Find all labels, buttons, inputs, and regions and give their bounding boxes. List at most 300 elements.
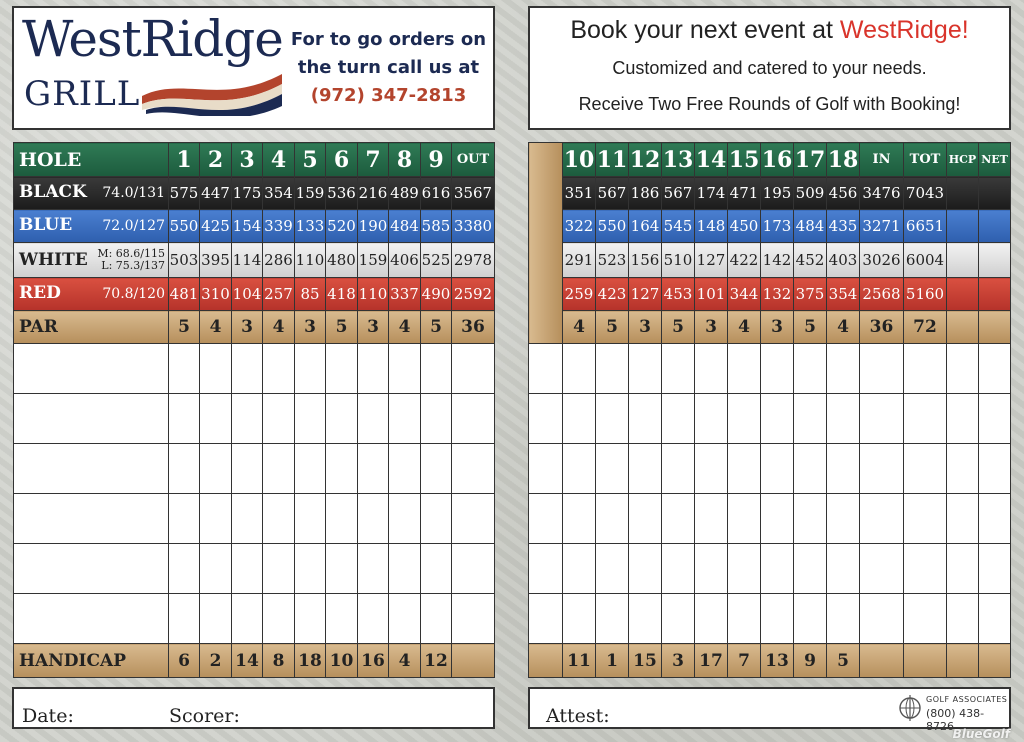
par-value: 5: [662, 311, 695, 344]
yardage: 536: [326, 177, 358, 210]
handicap-label: HANDICAP: [14, 644, 169, 678]
date-label: Date:: [22, 705, 74, 727]
score-cell[interactable]: [529, 344, 563, 394]
score-row[interactable]: [529, 344, 1011, 394]
hole-number: 18: [827, 143, 860, 177]
score-cell[interactable]: [979, 494, 1011, 544]
score-cell[interactable]: [794, 594, 827, 644]
score-cell[interactable]: [860, 344, 904, 394]
score-cell[interactable]: [629, 344, 662, 394]
yardage: 344: [728, 278, 761, 311]
score-cell[interactable]: [295, 544, 326, 594]
grand-total: 7043: [904, 177, 947, 210]
score-cell[interactable]: [169, 444, 200, 494]
score-cell[interactable]: [860, 594, 904, 644]
yardage: 104: [232, 278, 263, 311]
footer-left: [12, 687, 495, 729]
white-tee-row: [529, 243, 1011, 278]
player-name-cell[interactable]: [14, 544, 169, 594]
score-row[interactable]: [14, 444, 495, 494]
score-cell[interactable]: [326, 544, 358, 594]
score-cell[interactable]: [563, 594, 596, 644]
yardage: 133: [295, 210, 326, 243]
score-cell[interactable]: [662, 544, 695, 594]
yardage: 257: [263, 278, 295, 311]
score-cell[interactable]: [947, 444, 979, 494]
in-total: 3271: [860, 210, 904, 243]
handicap-value: 7: [728, 644, 761, 678]
score-cell[interactable]: [389, 544, 421, 594]
score-cell[interactable]: [596, 594, 629, 644]
score-row[interactable]: [529, 544, 1011, 594]
score-cell[interactable]: [979, 444, 1011, 494]
score-cell[interactable]: [827, 544, 860, 594]
yardage: 423: [596, 278, 629, 311]
score-cell[interactable]: [421, 444, 452, 494]
score-cell[interactable]: [596, 394, 629, 444]
score-cell[interactable]: [421, 394, 452, 444]
score-cell[interactable]: [326, 444, 358, 494]
score-cell[interactable]: [529, 544, 563, 594]
score-cell[interactable]: [979, 594, 1011, 644]
yardage: 418: [326, 278, 358, 311]
yardage: 159: [358, 243, 389, 278]
yardage: 164: [629, 210, 662, 243]
yardage: 154: [232, 210, 263, 243]
player-name-cell[interactable]: [14, 444, 169, 494]
score-cell[interactable]: [794, 394, 827, 444]
yardage: 403: [827, 243, 860, 278]
par-value: 4: [389, 311, 421, 344]
blue-tee-row: [529, 210, 1011, 243]
par-out-total: 36: [452, 311, 495, 344]
front-par-row: [14, 311, 495, 344]
score-cell[interactable]: [596, 344, 629, 394]
par-value: 3: [761, 311, 794, 344]
score-cell[interactable]: [326, 344, 358, 394]
score-cell[interactable]: [200, 444, 232, 494]
score-cell[interactable]: [827, 344, 860, 394]
score-cell[interactable]: [761, 344, 794, 394]
handicap-value: 18: [295, 644, 326, 678]
front-nine-table: [13, 142, 495, 678]
front-hole-row: [14, 143, 495, 177]
par-value: 3: [295, 311, 326, 344]
score-cell[interactable]: [200, 544, 232, 594]
score-cell[interactable]: [529, 394, 563, 444]
handicap-value: 4: [389, 644, 421, 678]
score-cell[interactable]: [421, 344, 452, 394]
score-cell[interactable]: [232, 344, 263, 394]
score-cell[interactable]: [529, 444, 563, 494]
yardage: 351: [563, 177, 596, 210]
yardage: 422: [728, 243, 761, 278]
grill-logo-west: WestRidge: [22, 10, 283, 68]
score-cell[interactable]: [596, 544, 629, 594]
handicap-value: 17: [695, 644, 728, 678]
score-cell[interactable]: [563, 394, 596, 444]
order-line-1: For to go orders on: [290, 29, 487, 50]
score-cell[interactable]: [695, 494, 728, 544]
score-cell[interactable]: [827, 594, 860, 644]
score-cell[interactable]: [904, 494, 947, 544]
score-cell[interactable]: [358, 594, 389, 644]
score-cell[interactable]: [979, 344, 1011, 394]
score-cell[interactable]: [761, 444, 794, 494]
yardage: 545: [662, 210, 695, 243]
score-cell[interactable]: [389, 594, 421, 644]
hole-number: 11: [596, 143, 629, 177]
handicap-blank: [947, 644, 979, 678]
score-cell[interactable]: [358, 394, 389, 444]
score-cell[interactable]: [563, 344, 596, 394]
player-name-cell[interactable]: [14, 344, 169, 394]
score-cell[interactable]: [200, 394, 232, 444]
in-label: IN: [860, 143, 904, 177]
score-cell[interactable]: [389, 344, 421, 394]
score-cell[interactable]: [761, 544, 794, 594]
tee-rating-men: M: 68.6/115: [97, 247, 165, 260]
yardage: 550: [169, 210, 200, 243]
blue-tee-row: [14, 210, 495, 243]
event-headline: [530, 16, 1009, 45]
score-cell[interactable]: [452, 344, 495, 394]
handicap-blank: [860, 644, 904, 678]
score-cell[interactable]: [358, 444, 389, 494]
yardage: 354: [827, 278, 860, 311]
score-cell[interactable]: [232, 494, 263, 544]
score-cell[interactable]: [200, 594, 232, 644]
yardage: 585: [421, 210, 452, 243]
white-tee-label-cell: [14, 243, 169, 278]
yardage: 523: [596, 243, 629, 278]
par-value: 4: [728, 311, 761, 344]
score-cell[interactable]: [529, 494, 563, 544]
white-tee-row: [14, 243, 495, 278]
score-row[interactable]: [14, 594, 495, 644]
in-total: 3476: [860, 177, 904, 210]
score-cell[interactable]: [947, 494, 979, 544]
hole-number: 6: [326, 143, 358, 177]
score-cell[interactable]: [827, 494, 860, 544]
hole-number: 9: [421, 143, 452, 177]
score-cell[interactable]: [421, 594, 452, 644]
score-cell[interactable]: [389, 444, 421, 494]
score-cell[interactable]: [169, 344, 200, 394]
score-cell[interactable]: [794, 494, 827, 544]
score-cell[interactable]: [794, 444, 827, 494]
scorer-label: Scorer:: [169, 705, 240, 727]
score-cell[interactable]: [860, 444, 904, 494]
score-cell[interactable]: [728, 444, 761, 494]
score-cell[interactable]: [662, 394, 695, 444]
player-name-cell[interactable]: [14, 494, 169, 544]
score-cell[interactable]: [904, 344, 947, 394]
handicap-value: 2: [200, 644, 232, 678]
tot-label: TOT: [904, 143, 947, 177]
handicap-blank: [979, 644, 1011, 678]
score-cell[interactable]: [695, 544, 728, 594]
yardage: 337: [389, 278, 421, 311]
score-cell[interactable]: [326, 394, 358, 444]
score-cell[interactable]: [761, 594, 794, 644]
swoosh-logo-icon: [142, 66, 286, 116]
score-cell[interactable]: [728, 394, 761, 444]
player-name-cell[interactable]: [14, 594, 169, 644]
tee-rating-ladies: L: 75.3/137: [101, 259, 165, 272]
score-cell[interactable]: [263, 394, 295, 444]
score-cell[interactable]: [200, 494, 232, 544]
hole-number: 3: [232, 143, 263, 177]
yardage: 484: [389, 210, 421, 243]
score-cell[interactable]: [695, 594, 728, 644]
par-value: 5: [794, 311, 827, 344]
yardage: 142: [761, 243, 794, 278]
red-tee-row: [529, 278, 1011, 311]
hole-number: 13: [662, 143, 695, 177]
score-row[interactable]: [529, 394, 1011, 444]
score-cell[interactable]: [629, 594, 662, 644]
yardage: 173: [761, 210, 794, 243]
hole-label: HOLE: [14, 143, 169, 177]
yardage: 174: [695, 177, 728, 210]
score-cell[interactable]: [947, 544, 979, 594]
score-row[interactable]: [14, 394, 495, 444]
score-cell[interactable]: [389, 494, 421, 544]
tee-rating: 70.8/120: [102, 286, 165, 302]
score-cell[interactable]: [232, 444, 263, 494]
score-cell[interactable]: [629, 544, 662, 594]
score-cell[interactable]: [904, 544, 947, 594]
event-line-3: Receive Two Free Rounds of Golf with Booking!: [578, 94, 961, 114]
event-line-2: Customized and catered to your needs.: [612, 58, 927, 78]
out-total: 2592: [452, 278, 495, 311]
yardage: 550: [596, 210, 629, 243]
score-cell[interactable]: [326, 594, 358, 644]
score-cell[interactable]: [563, 444, 596, 494]
score-cell[interactable]: [452, 444, 495, 494]
yardage: 484: [794, 210, 827, 243]
score-cell[interactable]: [452, 494, 495, 544]
score-cell[interactable]: [695, 344, 728, 394]
score-cell[interactable]: [358, 494, 389, 544]
black-tee-row: [529, 177, 1011, 210]
score-cell[interactable]: [728, 544, 761, 594]
score-cell[interactable]: [563, 494, 596, 544]
yardage: 110: [295, 243, 326, 278]
score-cell[interactable]: [827, 394, 860, 444]
handicap-value: 1: [596, 644, 629, 678]
front-handicap-row: [14, 644, 495, 678]
score-row[interactable]: [529, 444, 1011, 494]
net-cell: [979, 177, 1011, 210]
handicap-value: 5: [827, 644, 860, 678]
back-par-row: [529, 311, 1011, 344]
net-cell: [979, 278, 1011, 311]
score-cell[interactable]: [904, 394, 947, 444]
in-total: 3026: [860, 243, 904, 278]
yardage: 291: [563, 243, 596, 278]
score-cell[interactable]: [358, 344, 389, 394]
score-cell[interactable]: [295, 494, 326, 544]
tee-rating: 72.0/127: [102, 218, 165, 234]
score-cell[interactable]: [326, 494, 358, 544]
score-cell[interactable]: [452, 544, 495, 594]
bluegolf-watermark: BlueGolf: [952, 727, 1010, 741]
score-cell[interactable]: [263, 544, 295, 594]
score-cell[interactable]: [563, 544, 596, 594]
yardage: 286: [263, 243, 295, 278]
score-cell[interactable]: [728, 594, 761, 644]
score-cell[interactable]: [169, 394, 200, 444]
score-cell[interactable]: [295, 444, 326, 494]
score-cell[interactable]: [232, 594, 263, 644]
score-cell[interactable]: [695, 394, 728, 444]
handicap-value: 9: [794, 644, 827, 678]
score-cell[interactable]: [200, 344, 232, 394]
score-row[interactable]: [14, 344, 495, 394]
score-cell[interactable]: [263, 444, 295, 494]
score-cell[interactable]: [629, 494, 662, 544]
score-cell[interactable]: [169, 544, 200, 594]
score-cell[interactable]: [421, 544, 452, 594]
score-cell[interactable]: [761, 394, 794, 444]
hole-number: 12: [629, 143, 662, 177]
par-grand-total: 72: [904, 311, 947, 344]
hcp-cell: [947, 311, 979, 344]
yardage: 450: [728, 210, 761, 243]
score-cell[interactable]: [421, 494, 452, 544]
yardage: 395: [200, 243, 232, 278]
score-cell[interactable]: [979, 394, 1011, 444]
score-cell[interactable]: [232, 394, 263, 444]
yardage: 616: [421, 177, 452, 210]
score-cell[interactable]: [263, 494, 295, 544]
score-cell[interactable]: [695, 444, 728, 494]
yardage: 216: [358, 177, 389, 210]
score-cell[interactable]: [295, 394, 326, 444]
hole-number: 5: [295, 143, 326, 177]
yardage: 406: [389, 243, 421, 278]
yardage: 339: [263, 210, 295, 243]
net-cell: [979, 210, 1011, 243]
score-row[interactable]: [14, 544, 495, 594]
score-cell[interactable]: [728, 494, 761, 544]
score-cell[interactable]: [860, 544, 904, 594]
score-row[interactable]: [14, 494, 495, 544]
yardage: 101: [695, 278, 728, 311]
out-label: OUT: [452, 143, 495, 177]
yardage: 127: [695, 243, 728, 278]
score-cell[interactable]: [860, 494, 904, 544]
score-cell[interactable]: [529, 594, 563, 644]
score-cell[interactable]: [389, 394, 421, 444]
score-cell[interactable]: [662, 594, 695, 644]
grill-logo-grill: GRILL: [24, 74, 141, 114]
par-value: 4: [200, 311, 232, 344]
order-text: [286, 26, 491, 110]
red-tee-label-cell: [14, 278, 169, 311]
hole-number: 10: [563, 143, 596, 177]
score-cell[interactable]: [263, 594, 295, 644]
back-handicap-row: [529, 644, 1011, 678]
grand-total: 6651: [904, 210, 947, 243]
handicap-value: 14: [232, 644, 263, 678]
score-cell[interactable]: [596, 494, 629, 544]
score-cell[interactable]: [728, 344, 761, 394]
tee-name: RED: [19, 283, 61, 303]
handicap-value: 15: [629, 644, 662, 678]
score-cell[interactable]: [947, 344, 979, 394]
score-cell[interactable]: [169, 494, 200, 544]
hole-number: 15: [728, 143, 761, 177]
out-total: 2978: [452, 243, 495, 278]
handicap-value: 8: [263, 644, 295, 678]
yardage: 132: [761, 278, 794, 311]
score-cell[interactable]: [295, 344, 326, 394]
back-nine-table: [528, 142, 1011, 678]
score-cell[interactable]: [452, 594, 495, 644]
footer-right: [528, 687, 1011, 733]
yardage: 480: [326, 243, 358, 278]
yardage: 520: [326, 210, 358, 243]
order-line-2: the turn call us at: [297, 57, 480, 78]
score-cell[interactable]: [904, 444, 947, 494]
golf-associates-name: GOLF ASSOCIATES: [926, 695, 1008, 704]
score-cell[interactable]: [169, 594, 200, 644]
yardage: 186: [629, 177, 662, 210]
hcp-cell: [947, 278, 979, 311]
par-value: 5: [596, 311, 629, 344]
score-row[interactable]: [529, 594, 1011, 644]
score-cell[interactable]: [452, 394, 495, 444]
score-cell[interactable]: [295, 594, 326, 644]
score-cell[interactable]: [979, 544, 1011, 594]
tee-name: WHITE: [19, 250, 88, 270]
par-value: 3: [358, 311, 389, 344]
score-cell[interactable]: [263, 344, 295, 394]
score-cell[interactable]: [662, 344, 695, 394]
yardage: 452: [794, 243, 827, 278]
score-cell[interactable]: [794, 344, 827, 394]
score-cell[interactable]: [947, 594, 979, 644]
score-cell[interactable]: [232, 544, 263, 594]
hole-number: 4: [263, 143, 295, 177]
score-row[interactable]: [529, 494, 1011, 544]
score-cell[interactable]: [662, 494, 695, 544]
score-cell[interactable]: [860, 394, 904, 444]
score-cell[interactable]: [358, 544, 389, 594]
hcp-cell: [947, 177, 979, 210]
score-cell[interactable]: [904, 594, 947, 644]
score-cell[interactable]: [761, 494, 794, 544]
score-cell[interactable]: [827, 444, 860, 494]
score-cell[interactable]: [947, 394, 979, 444]
player-name-cell[interactable]: [14, 394, 169, 444]
yardage: 575: [169, 177, 200, 210]
yardage: 322: [563, 210, 596, 243]
score-cell[interactable]: [629, 444, 662, 494]
score-cell[interactable]: [629, 394, 662, 444]
score-cell[interactable]: [596, 444, 629, 494]
back-hole-row: [529, 143, 1011, 177]
net-cell: [979, 311, 1011, 344]
yardage: 156: [629, 243, 662, 278]
attest-label: Attest:: [546, 705, 610, 727]
net-label: NET: [979, 143, 1011, 177]
score-cell[interactable]: [794, 544, 827, 594]
score-cell[interactable]: [662, 444, 695, 494]
